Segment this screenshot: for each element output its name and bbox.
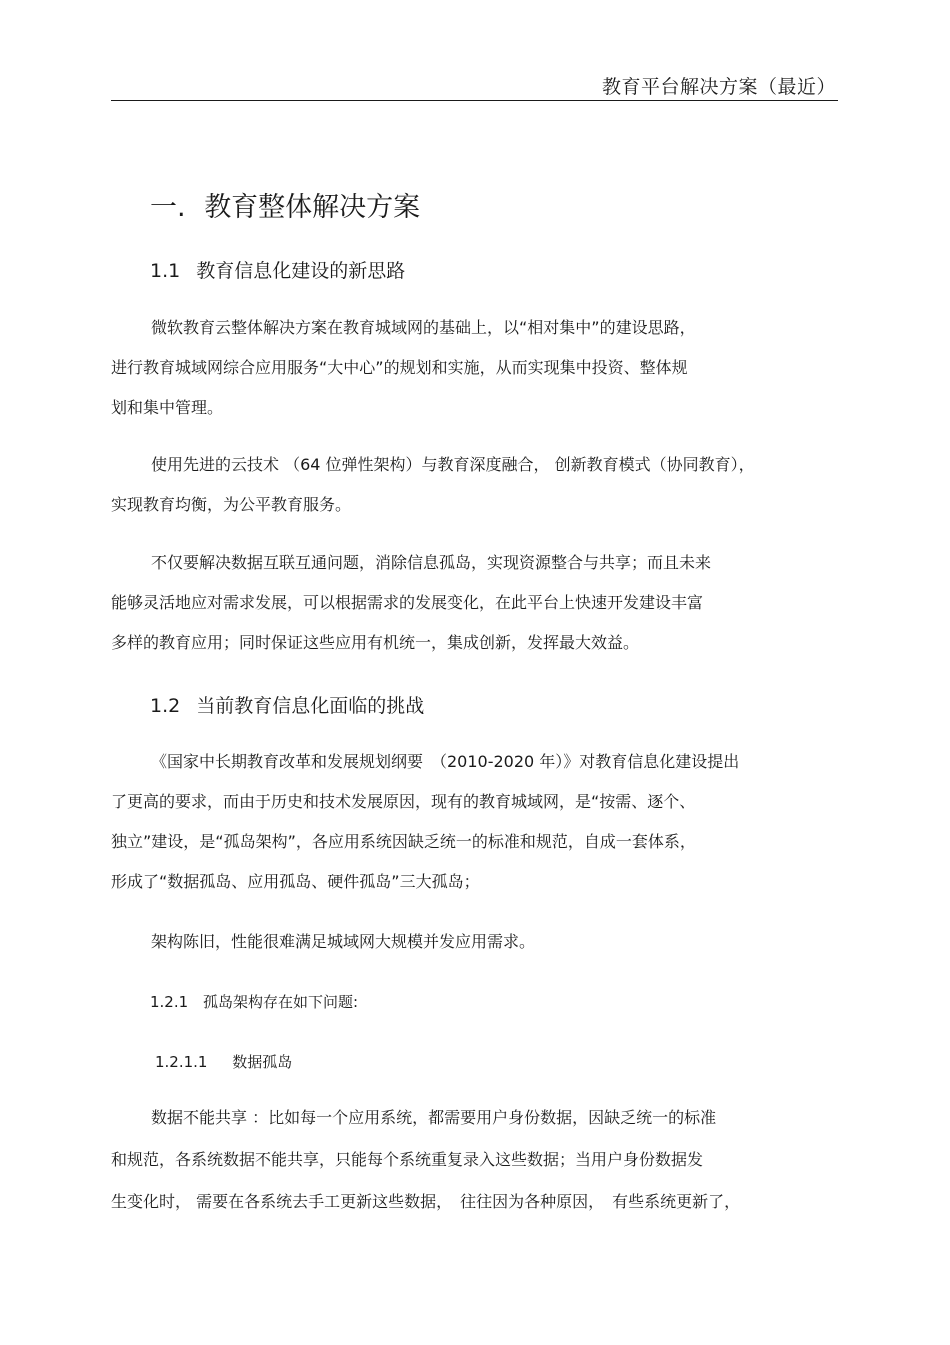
heading-text: 数据孤岛 [232, 1053, 293, 1071]
heading-number: 一. [150, 192, 186, 223]
paragraph-line: 不仅要解决数据互联互通问题，消除信息孤岛，实现资源整合与共享；而且未来 [151, 553, 712, 572]
heading-text: 教育信息化建设的新思路 [196, 260, 406, 282]
heading-text: 教育整体解决方案 [204, 192, 421, 223]
paragraph-line: 实现教育均衡，为公平教育服务。 [111, 495, 352, 514]
paragraph-line: 《国家中长期教育改革和发展规划纲要 （2010-2020 年）》对教育信息化建设提出 [151, 752, 740, 771]
heading-text: 孤岛架构存在如下问题: [202, 993, 359, 1011]
paragraph-line: 独立”建设，是“孤岛架构”，各应用系统因缺乏统一的标准和规范，自成一套体系， [111, 832, 696, 851]
heading-number: 1.2.1.1 [155, 1053, 208, 1071]
paragraph-line: 划和集中管理。 [111, 398, 224, 417]
heading-number: 1.2 [150, 695, 181, 717]
paragraph-line: 使用先进的云技术 （64 位弹性架构）与教育深度融合， 创新教育模式（协同教育）， [151, 455, 755, 474]
paragraph-line: 进行教育城域网综合应用服务“大中心”的规划和实施，从而实现集中投资、整体规 [111, 358, 688, 377]
heading-text: 当前教育信息化面临的挑战 [196, 695, 425, 717]
paragraph-line: 微软教育云整体解决方案在教育城域网的基础上，以“相对集中”的建设思路， [151, 318, 696, 337]
document-header-title: 教育平台解决方案（最近） [601, 76, 836, 98]
paragraph-line: 形成了“数据孤岛、应用孤岛、硬件孤岛”三大孤岛； [111, 872, 480, 891]
heading-1-1 [150, 256, 405, 283]
heading-1-2-1-1 [155, 1051, 292, 1072]
heading-1-2 [150, 691, 424, 718]
heading-1 [150, 185, 420, 224]
paragraph-line: 和规范，各系统数据不能共享，只能每个系统重复录入这些数据；当用户身份数据发 [111, 1150, 704, 1169]
paragraph-line: 生变化时， 需要在各系统去手工更新这些数据， 往往因为各种原因， 有些系统更新了， [111, 1192, 741, 1211]
header-divider [111, 100, 838, 101]
heading-number: 1.2.1 [150, 993, 189, 1011]
paragraph-line: 架构陈旧，性能很难满足城域网大规模并发应用需求。 [151, 932, 536, 951]
heading-1-2-1 [150, 991, 358, 1012]
heading-number: 1.1 [150, 260, 181, 282]
paragraph-line: 能够灵活地应对需求发展，可以根据需求的发展变化，在此平台上快速开发建设丰富 [111, 593, 704, 612]
paragraph-line: 了更高的要求，而由于历史和技术发展原因，现有的教育城域网，是“按需、逐个、 [111, 792, 696, 811]
paragraph-line: 多样的教育应用；同时保证这些应用有机统一，集成创新，发挥最大效益。 [111, 633, 640, 652]
paragraph-line: 数据不能共享 ：比如每一个应用系统，都需要用户身份数据，因缺乏统一的标准 [151, 1108, 717, 1127]
